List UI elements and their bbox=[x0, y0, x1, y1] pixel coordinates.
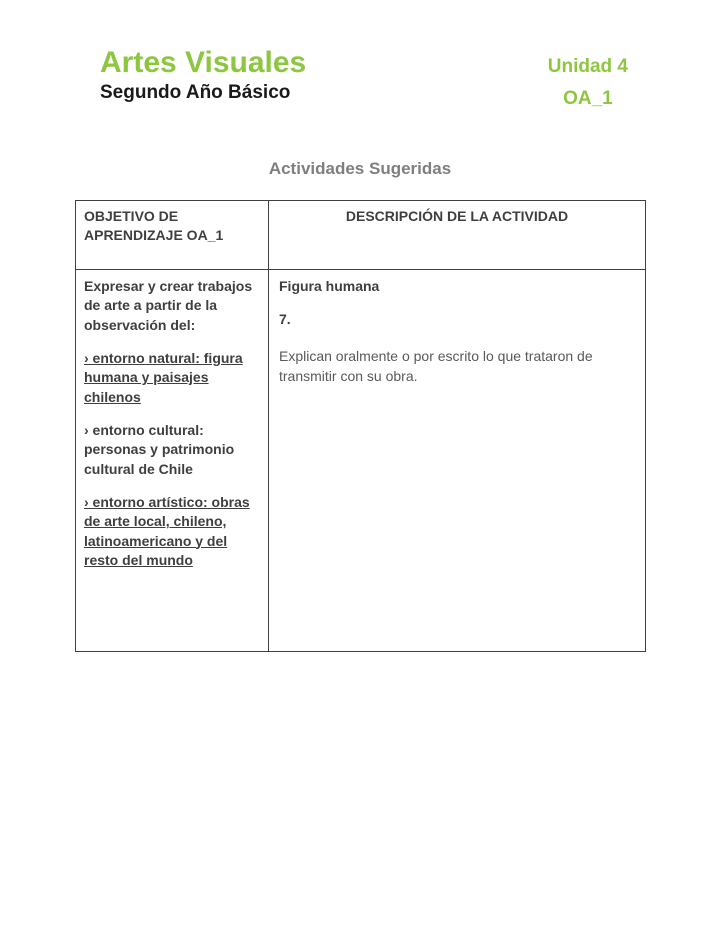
table-header-row bbox=[76, 201, 646, 270]
doc-subtitle: Segundo Año Básico bbox=[100, 82, 291, 103]
activities-table bbox=[75, 200, 646, 652]
unit-label: Unidad 4 bbox=[547, 56, 628, 77]
activity-title: Figura humana bbox=[279, 278, 380, 295]
objective-cell bbox=[76, 270, 269, 652]
description-column-header: DESCRIPCIÓN DE LA ACTIVIDAD bbox=[269, 201, 646, 270]
document-header bbox=[0, 0, 720, 111]
section-title: Actividades Sugeridas bbox=[268, 159, 452, 179]
activity-description: Explican oralmente o por escrito lo que trataron de transmitir con su obra. bbox=[279, 347, 593, 384]
objective-intro: Expresar y crear trabajos de arte a partir de la observación del: bbox=[84, 278, 253, 333]
objective-item-natural: › entorno natural: figura humana y paisajes chilenos bbox=[84, 350, 243, 405]
activity-cell bbox=[269, 270, 646, 652]
doc-title: Artes Visuales bbox=[100, 46, 307, 79]
activity-number: 7. bbox=[279, 311, 291, 328]
title-block bbox=[100, 46, 306, 104]
objective-column-header: OBJETIVO DE APRENDIZAJE OA_1 bbox=[76, 201, 269, 270]
table-row bbox=[76, 270, 646, 652]
oa-label: OA_1 bbox=[563, 87, 613, 109]
objective-item-artistic: › entorno artístico: obras de arte local, chileno, latinoamericano y del resto del mundo bbox=[84, 493, 250, 568]
unit-block bbox=[548, 46, 628, 111]
objective-item-cultural: › entorno cultural: personas y patrimonio cultural de Chile bbox=[84, 421, 235, 477]
